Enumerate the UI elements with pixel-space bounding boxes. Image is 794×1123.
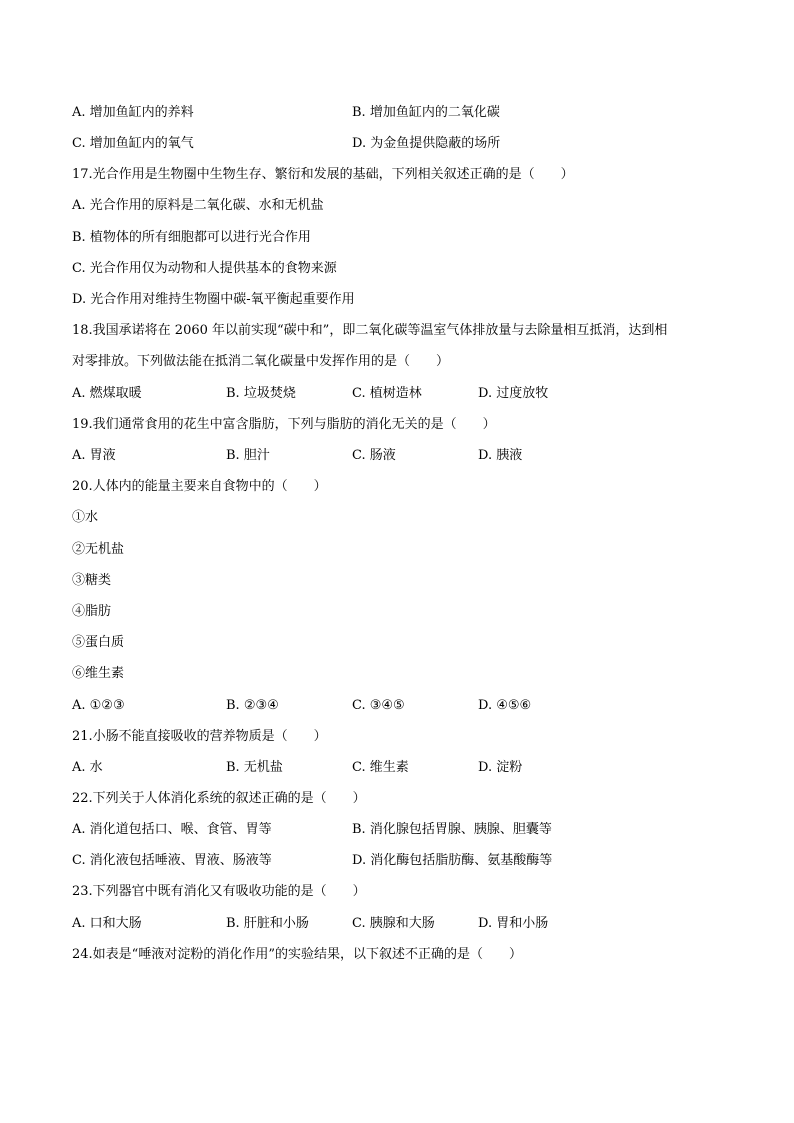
q16-options-row-2 bbox=[72, 136, 732, 152]
q24-stem: 24.如表是“唾液对淀粉的消化作用”的实验结果，以下叙述不正确的是（ ） bbox=[72, 947, 522, 962]
q23-option-a[interactable]: A. 口和大肠 bbox=[72, 916, 142, 931]
q19-option-a[interactable]: A. 胃液 bbox=[72, 448, 116, 463]
q22-option-d[interactable]: D. 消化酶包括脂肪酶、氨基酸酶等 bbox=[352, 853, 553, 868]
q16-option-a[interactable]: A. 增加鱼缸内的养料 bbox=[72, 105, 194, 120]
q23-options bbox=[72, 916, 732, 932]
q22-option-b[interactable]: B. 消化腺包括胃腺、胰腺、胆囊等 bbox=[352, 822, 552, 837]
q17-stem: 17.光合作用是生物圈中生物生存、繁衍和发展的基础，下列相关叙述正确的是（ ） bbox=[72, 167, 574, 182]
q20-item: ⑥维生素 bbox=[72, 666, 125, 681]
q21-option-d[interactable]: D. 淀粉 bbox=[478, 760, 523, 775]
q16-option-c[interactable]: C. 增加鱼缸内的氧气 bbox=[72, 136, 194, 151]
q20-item: ③糖类 bbox=[72, 573, 112, 588]
q18-option-a[interactable]: A. 燃煤取暖 bbox=[72, 386, 142, 401]
q18-option-b[interactable]: B. 垃圾焚烧 bbox=[226, 386, 296, 401]
q16-options-row-1 bbox=[72, 105, 732, 121]
q20-stem: 20.人体内的能量主要来自食物中的（ ） bbox=[72, 479, 327, 494]
q17-option-c[interactable]: C. 光合作用仅为动物和人提供基本的食物来源 bbox=[72, 261, 337, 276]
q21-option-c[interactable]: C. 维生素 bbox=[352, 760, 409, 775]
q23-option-d[interactable]: D. 胃和小肠 bbox=[478, 916, 549, 931]
q19-stem: 19.我们通常食用的花生中富含脂肪，下列与脂肪的消化无关的是（ ） bbox=[72, 417, 496, 432]
q21-stem: 21.小肠不能直接吸收的营养物质是（ ） bbox=[72, 729, 327, 744]
q18-option-c[interactable]: C. 植树造林 bbox=[352, 386, 422, 401]
q16-option-d[interactable]: D. 为金鱼提供隐蔽的场所 bbox=[352, 136, 501, 151]
q22-options-row-2 bbox=[72, 853, 732, 869]
q17-option-a[interactable]: A. 光合作用的原料是二氧化碳、水和无机盐 bbox=[72, 198, 324, 213]
q18-options bbox=[72, 386, 732, 402]
q19-option-b[interactable]: B. 胆汁 bbox=[226, 448, 270, 463]
q20-item: ⑤蛋白质 bbox=[72, 635, 125, 650]
q17-option-d[interactable]: D. 光合作用对维持生物圈中碳-氧平衡起重要作用 bbox=[72, 292, 355, 307]
q19-option-c[interactable]: C. 肠液 bbox=[352, 448, 396, 463]
q20-options bbox=[72, 698, 732, 714]
q18-option-d[interactable]: D. 过度放牧 bbox=[478, 386, 549, 401]
q17-option-b[interactable]: B. 植物体的所有细胞都可以进行光合作用 bbox=[72, 230, 311, 245]
q20-item: ②无机盐 bbox=[72, 542, 125, 557]
q18-stem-line-1: 18.我国承诺将在 2060 年以前实现“碳中和”，即二氧化碳等温室气体排放量与去除量相互抵消，达到相 bbox=[72, 323, 668, 338]
q19-options bbox=[72, 448, 732, 464]
q19-option-d[interactable]: D. 胰液 bbox=[478, 448, 523, 463]
q22-stem: 22.下列关于人体消化系统的叙述正确的是（ ） bbox=[72, 791, 366, 806]
q20-item: ④脂肪 bbox=[72, 604, 112, 619]
q23-stem: 23.下列器官中既有消化又有吸收功能的是（ ） bbox=[72, 884, 366, 899]
q21-option-a[interactable]: A. 水 bbox=[72, 760, 103, 775]
q23-option-b[interactable]: B. 肝脏和小肠 bbox=[226, 916, 309, 931]
q20-item: ①水 bbox=[72, 510, 99, 525]
q21-option-b[interactable]: B. 无机盐 bbox=[226, 760, 283, 775]
q20-option-c[interactable]: C. ③④⑤ bbox=[352, 698, 405, 713]
q20-option-d[interactable]: D. ④⑤⑥ bbox=[478, 698, 532, 713]
q20-option-a[interactable]: A. ①②③ bbox=[72, 698, 125, 713]
q21-options bbox=[72, 760, 732, 776]
q18-stem-line-2: 对零排放。下列做法能在抵消二氧化碳量中发挥作用的是（ ） bbox=[72, 354, 450, 369]
q20-option-b[interactable]: B. ②③④ bbox=[226, 698, 279, 713]
q22-option-c[interactable]: C. 消化液包括唾液、胃液、肠液等 bbox=[72, 853, 272, 868]
q23-option-c[interactable]: C. 胰腺和大肠 bbox=[352, 916, 435, 931]
q16-option-b[interactable]: B. 增加鱼缸内的二氧化碳 bbox=[352, 105, 500, 120]
q22-option-a[interactable]: A. 消化道包括口、喉、食管、胃等 bbox=[72, 822, 272, 837]
q22-options-row-1 bbox=[72, 822, 732, 838]
